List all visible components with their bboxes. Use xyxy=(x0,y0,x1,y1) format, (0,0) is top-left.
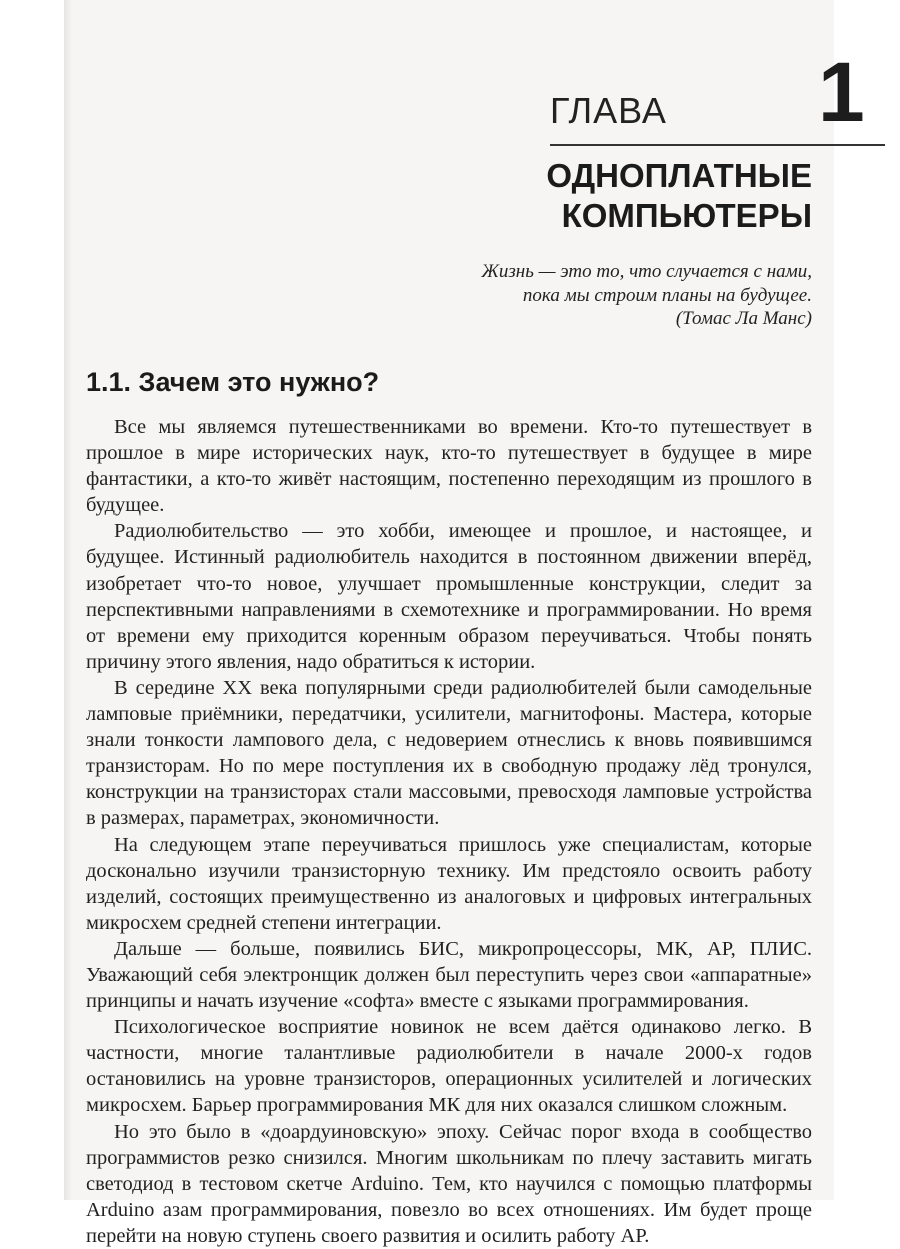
chapter-title xyxy=(546,156,812,236)
chapter-label: ГЛАВА xyxy=(550,90,667,131)
epigraph xyxy=(481,260,812,331)
paragraph: Все мы являемся путешественниками во времени. Кто-то путешествует в прошлое в мире исторических наук, кто-то путешествует в будущее в мире фантастики, а кто-то живёт настоящим, постепенно переходящим из прошлого в будущее. xyxy=(86,416,812,517)
paragraph: На следующем этапе переучиваться пришлось уже специалистам, которые досконально изучили транзисторную технику. Им предстояло освоить работу изделий, состоящих преимущественно из аналоговых и цифровых интегральных микросхем средней степени интеграции. xyxy=(86,833,812,934)
body-text xyxy=(86,414,812,1249)
paragraph: Но это было в «доардуиновскую» эпоху. Сейчас порог входа в сообщество программистов резко снизился. Многим школьникам по плечу заставить мигать светодиод в тестовом скетче Arduino. Тем, кто научился с помощью платформы Arduino азам программирования, повезло во всех отношениях. Им будет проще перейти на новую ступень своего развития и осилить работу АР. xyxy=(86,1120,812,1247)
epigraph-line: пока мы строим планы на будущее. xyxy=(522,284,812,306)
section-heading: 1.1. Зачем это нужно? xyxy=(86,367,380,397)
paragraph: Радиолюбительство — это хобби, имеющее и прошлое, и настоящее, и будущее. Истинный радиолюбитель находится в постоянном движении вперёд, изобретает что-то новое, улучшает промышленные конструкции, следит за перспективными направлениями в схемотехнике и программировании. Но время от времени ему приходится коренным образом переучиваться. Чтобы понять причину этого явления, надо обратиться к истории. xyxy=(86,520,812,673)
chapter-title-line: КОМПЬЮТЕРЫ xyxy=(561,197,812,234)
chapter-rule xyxy=(550,144,885,146)
paragraph: Психологическое восприятие новинок не всем даётся одинаково легко. В частности, многие талантливые радиолюбители в начале 2000-х годов остановились на уровне транзисторов, операционных усилителей и логических микросхем. Барьер программирования МК для них оказался слишком сложным. xyxy=(86,1016,812,1117)
paragraph: Дальше — больше, появились БИС, микропроцессоры, МК, АР, ПЛИС. Уважающий себя электронщик должен был переступить через свои «аппаратные» принципы и начать изучение «софта» вместе с языками программирования. xyxy=(86,937,812,1013)
chapter-title-line: ОДНОПЛАТНЫЕ xyxy=(546,157,812,194)
epigraph-line: Жизнь — это то, что случается с нами, xyxy=(481,261,812,282)
epigraph-author: (Томас Ла Манс) xyxy=(675,308,812,329)
paragraph: В середине XX века популярными среди радиолюбителей были самодельные ламповые приёмники, передатчики, усилители, магнитофоны. Мастера, которые знали тонкости лампового дела, с недоверием отнеслись к вновь появившимся транзисторам. Но по мере поступления их в свободную продажу лёд тронулся, конструкции на транзисторах стали массовыми, превосходя ламповые устройства в размерах, параметрах, экономичности. xyxy=(86,676,812,830)
chapter-number: 1 xyxy=(818,45,865,139)
